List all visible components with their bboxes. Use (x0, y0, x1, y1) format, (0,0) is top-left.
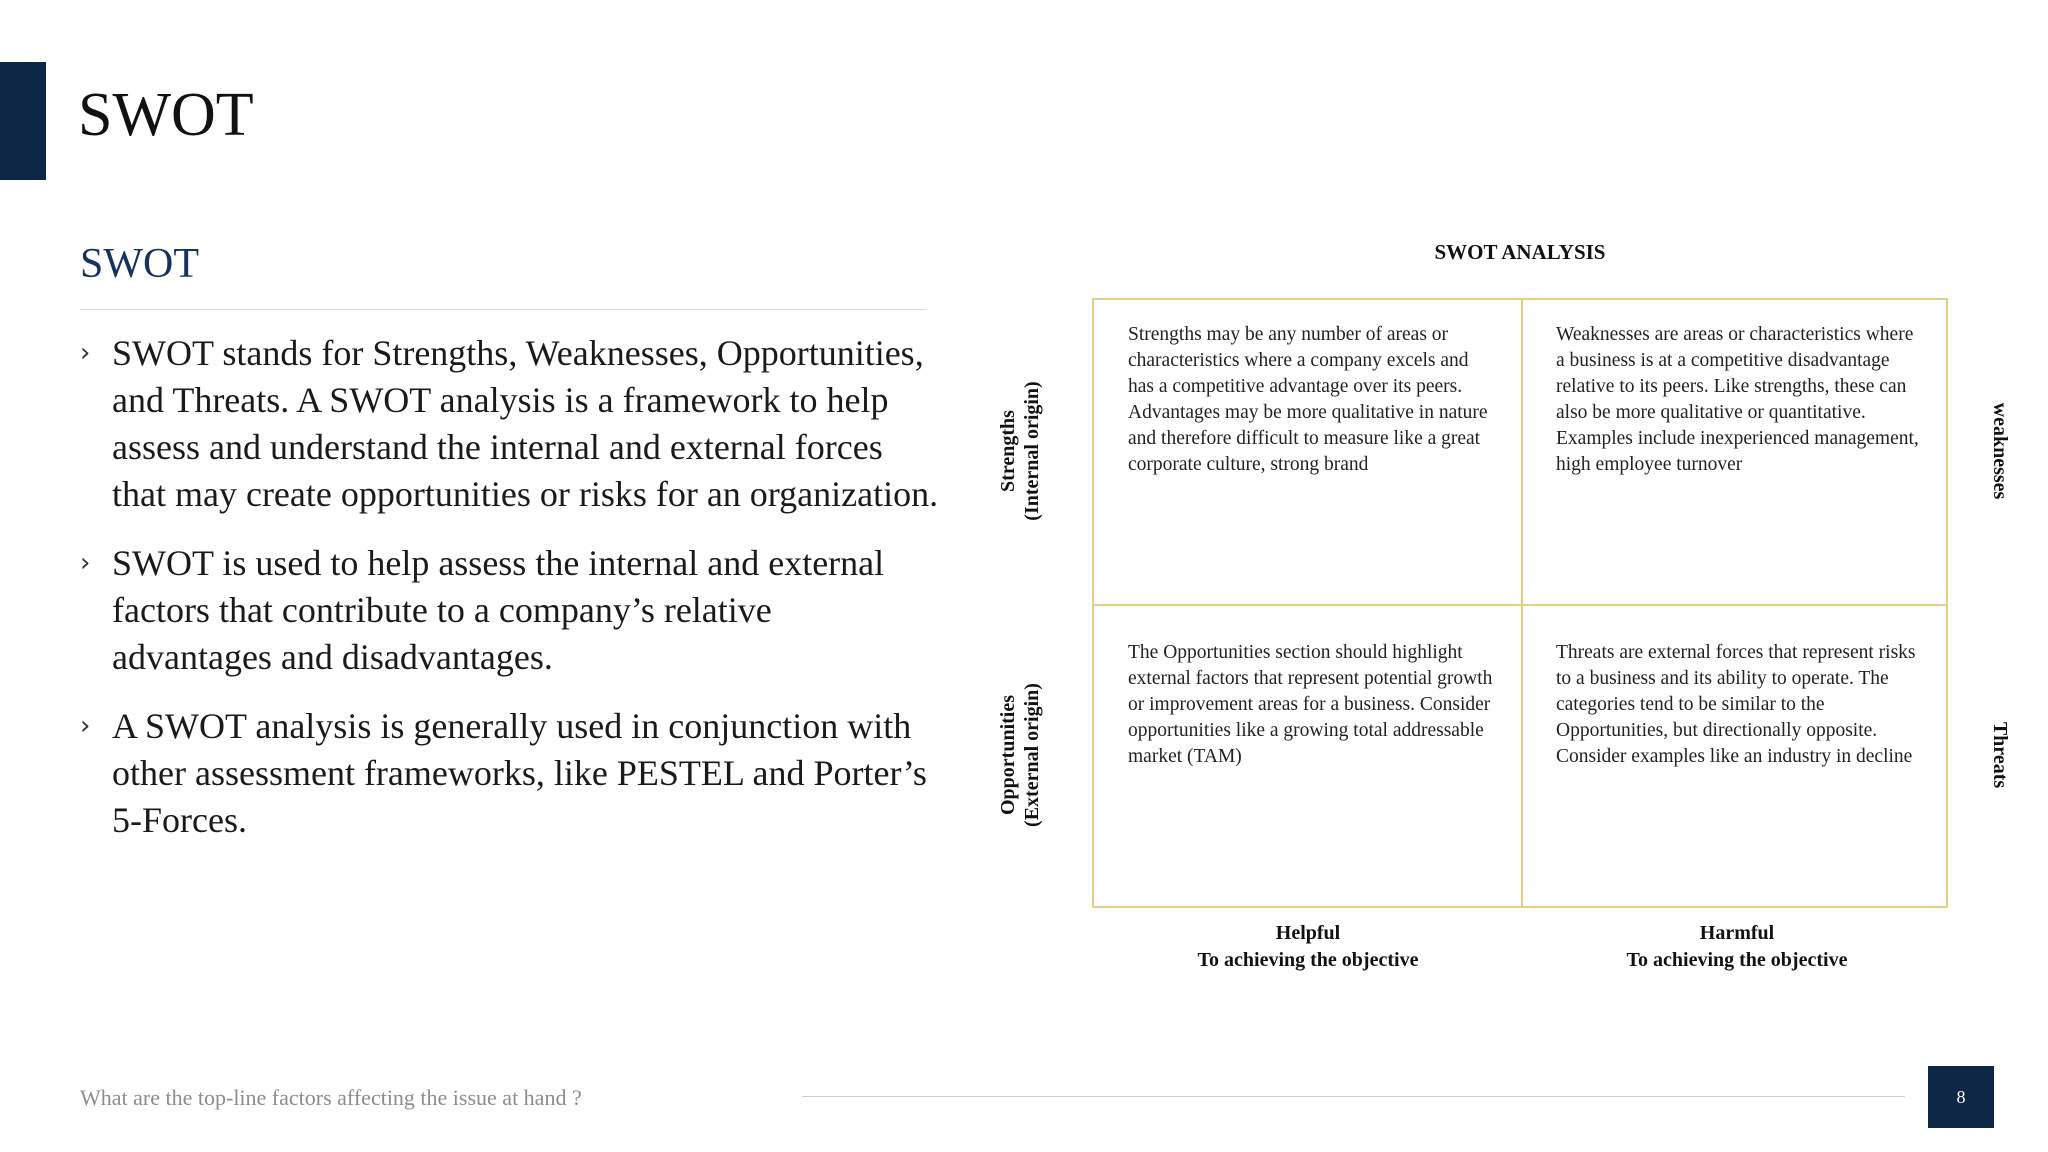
page-number-badge: 8 (1928, 1066, 1994, 1128)
footer-question: What are the top-line factors affecting the issue at hand ? (80, 1085, 582, 1110)
bullet-list (80, 330, 940, 866)
swot-grid (1092, 298, 1948, 908)
bullet-item (80, 330, 940, 518)
bullet-item (80, 703, 940, 844)
threats-axis-label: Threats (1989, 721, 2011, 789)
weaknesses-cell: Weaknesses are areas or characteristics where a business is at a competitive disadvantage relative to its peers. Like strengths, these can also be more qualitative or quantitative. Examples include inexperienced management, high employee turnover (1556, 324, 1919, 475)
chevron-right-icon: › (80, 548, 91, 578)
threats-cell: Threats are external forces that represent risks to a business and its ability to operate. The categories tend to be similar to the Opportunities, but directionally opposite. Consider examples like an industry in decline (1556, 642, 1916, 767)
chevron-right-icon: › (80, 338, 91, 368)
section-divider (80, 309, 925, 310)
strengths-cell: Strengths may be any number of areas or characteristics where a company excels and has a competitive advantage over its peers. Advantages may be more qualitative in nature and therefore difficult to measure like a great corporate culture, strong brand (1128, 324, 1488, 475)
bullet-text: SWOT stands for Strengths, Weaknesses, Opportunities, and Threats. A SWOT analysis is a framework to help assess and understand the internal and external forces that may create opportunities or risks for an organization. (112, 333, 939, 514)
opportunities-axis-label: Opportunities (External origin) (997, 683, 1043, 827)
bullet-text: A SWOT analysis is generally used in conjunction with other assessment frameworks, like PESTEL and Porter’s 5-Forces. (112, 706, 927, 840)
opportunities-cell: The Opportunities section should highlight external factors that represent potential growth or improvement areas for a business. Consider opportunities like a growing total addressable market (TAM) (1128, 642, 1493, 767)
swot-heading: SWOT ANALYSIS (1434, 240, 1606, 264)
grid-divider-vertical (1521, 300, 1523, 906)
bullet-item (80, 540, 940, 681)
chevron-right-icon: › (80, 711, 91, 741)
harmful-axis-label: Harmful To achieving the objective (1626, 922, 1848, 971)
helpful-axis-label: Helpful To achieving the objective (1197, 922, 1419, 971)
page-title: SWOT (78, 81, 254, 149)
grid-divider-horizontal (1094, 604, 1946, 606)
weaknesses-axis-label: weaknesses (1989, 402, 2011, 500)
strengths-axis-label: Strengths (Internal origin) (997, 381, 1043, 521)
bullet-text: SWOT is used to help assess the internal and external factors that contribute to a company’s relative advantages and disadvantages. (112, 543, 885, 677)
footer-divider (802, 1096, 1905, 1097)
section-title: SWOT (80, 241, 199, 287)
title-accent-bar (0, 62, 46, 180)
